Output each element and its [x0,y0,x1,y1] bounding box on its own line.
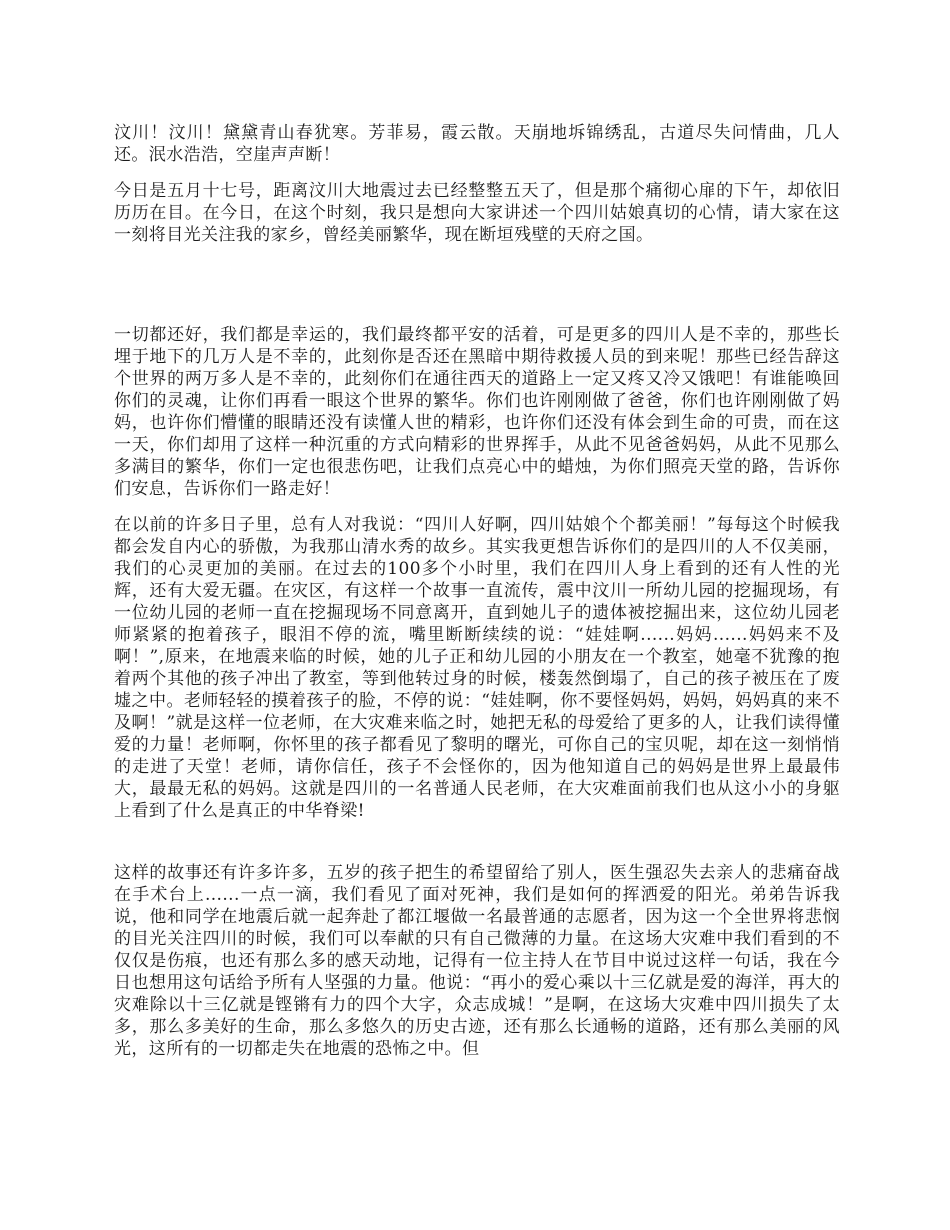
document-body [114,122,840,1060]
paragraph-poem: 汶川！汶川！黛黛青山春犹寒。芳菲易，霞云散。天崩地坼锦绣乱，古道尽失问情曲，几人还。泯水浩浩，空崖声声断！ [114,123,840,165]
paragraph-mourning: 一切都还好，我们都是幸运的，我们最终都平安的活着，可是更多的四川人是不幸的，那些长埋于地下的几万人是不幸的，此刻你是否还在黑暗中期待救援人员的到来呢！那些已经告辞这个世界的两万多人是不幸的，此刻你们在通往西天的道路上一定又疼又冷又饿吧！有谁能唤回你们的灵魂，让你们再看一眼这个世界的繁华。你们也许刚刚做了爸爸，你们也许刚刚做了妈妈，也许你们懵懂的眼睛还没有读懂人世的精彩，也许你们还没有体会到生命的可贵，而在这一天，你们却用了这样一种沉重的方式向精彩的世界挥手，从此不见爸爸妈妈，从此不见那么多满目的繁华，你们一定也很悲伤吧，让我们点亮心中的蜡烛，为你们照亮天堂的路，告诉你们安息，告诉你们一路走好！ [114,325,840,499]
paragraph-more-stories: 这样的故事还有许多许多，五岁的孩子把生的希望留给了别人，医生强忍失去亲人的悲痛奋战在手术台上......一点一滴，我们看见了面对死神，我们是如何的挥洒爱的阳光。弟弟告诉我说，他和同学在地震后就一起奔赴了都江堰做一名最普通的志愿者，因为这一个全世界将悲悯的目光关注四川的时候，我们可以奉献的只有自己微薄的力量。在这场大灾难中我们看到的不仅仅是伤痕，也还有那么多的感天动地，记得有一位主持人在节目中说过这样一句话，我在今日也想用这句话给予所有人坚强的力量。他说：“再小的爱心乘以十三亿就是爱的海洋，再大的灾难除以十三亿就是铿锵有力的四个大字，众志成城！”是啊，在这场大灾难中四川损失了太多，那么多美好的生命，那么多悠久的历史古迹，还有那么长通畅的道路，还有那么美丽的风光，这所有的一切都走失在地震的恐怖之中。但 [114,863,840,1059]
paragraph-teacher-story: 在以前的许多日子里，总有人对我说：“四川人好啊，四川姑娘个个都美丽！”每每这个时候我都会发自内心的骄傲，为我那山清水秀的故乡。其实我更想告诉你们的是四川的人不仅美丽，我们的心灵更加的美丽。在过去的100多个小时里，我们在四川人身上看到的还有人性的光辉，还有大爱无疆。在灾区，有这样一个故事一直流传，震中汶川一所幼儿园的挖掘现场，有一位幼儿园的老师一直在挖掘现场不同意离开，直到她儿子的遗体被挖掘出来，这位幼儿园老师紧紧的抱着孩子，眼泪不停的流，嘴里断断续续的说：“娃娃啊......妈妈......妈妈来不及啊！”,原来，在地震来临的时候，她的儿子正和幼儿园的小朋友在一个教室，她毫不犹豫的抱着两个其他的孩子冲出了教室，等到他转过身的时候，楼轰然倒塌了，自己的孩子被压在了废墟之中。老师轻轻的摸着孩子的脸，不停的说：“娃娃啊，你不要怪妈妈，妈妈，妈妈真的来不及啊！”就是这样一位老师，在大灾难来临之时，她把无私的母爱给了更多的人，让我们读得懂爱的力量！老师啊，你怀里的孩子都看见了黎明的曙光，可你自己的宝贝呢，却在这一刻悄悄的走进了天堂！老师，请你信任，孩子不会怪你的，因为他知道自己的妈妈是世界上最最伟大，最最无私的妈妈。这就是四川的一名普通人民老师，在大灾难面前我们也从这小小的身躯上看到了什么是真正的中华脊梁! [114,515,840,821]
paragraph-intro: 今日是五月十七号，距离汶川大地震过去已经整整五天了，但是那个痛彻心扉的下午，却依旧历历在目。在今日，在这个时刻，我只是想向大家讲述一个四川姑娘真切的心情，请大家在这一刻将目光关注我的家乡，曾经美丽繁华，现在断垣残壁的天府之国。 [114,181,840,245]
